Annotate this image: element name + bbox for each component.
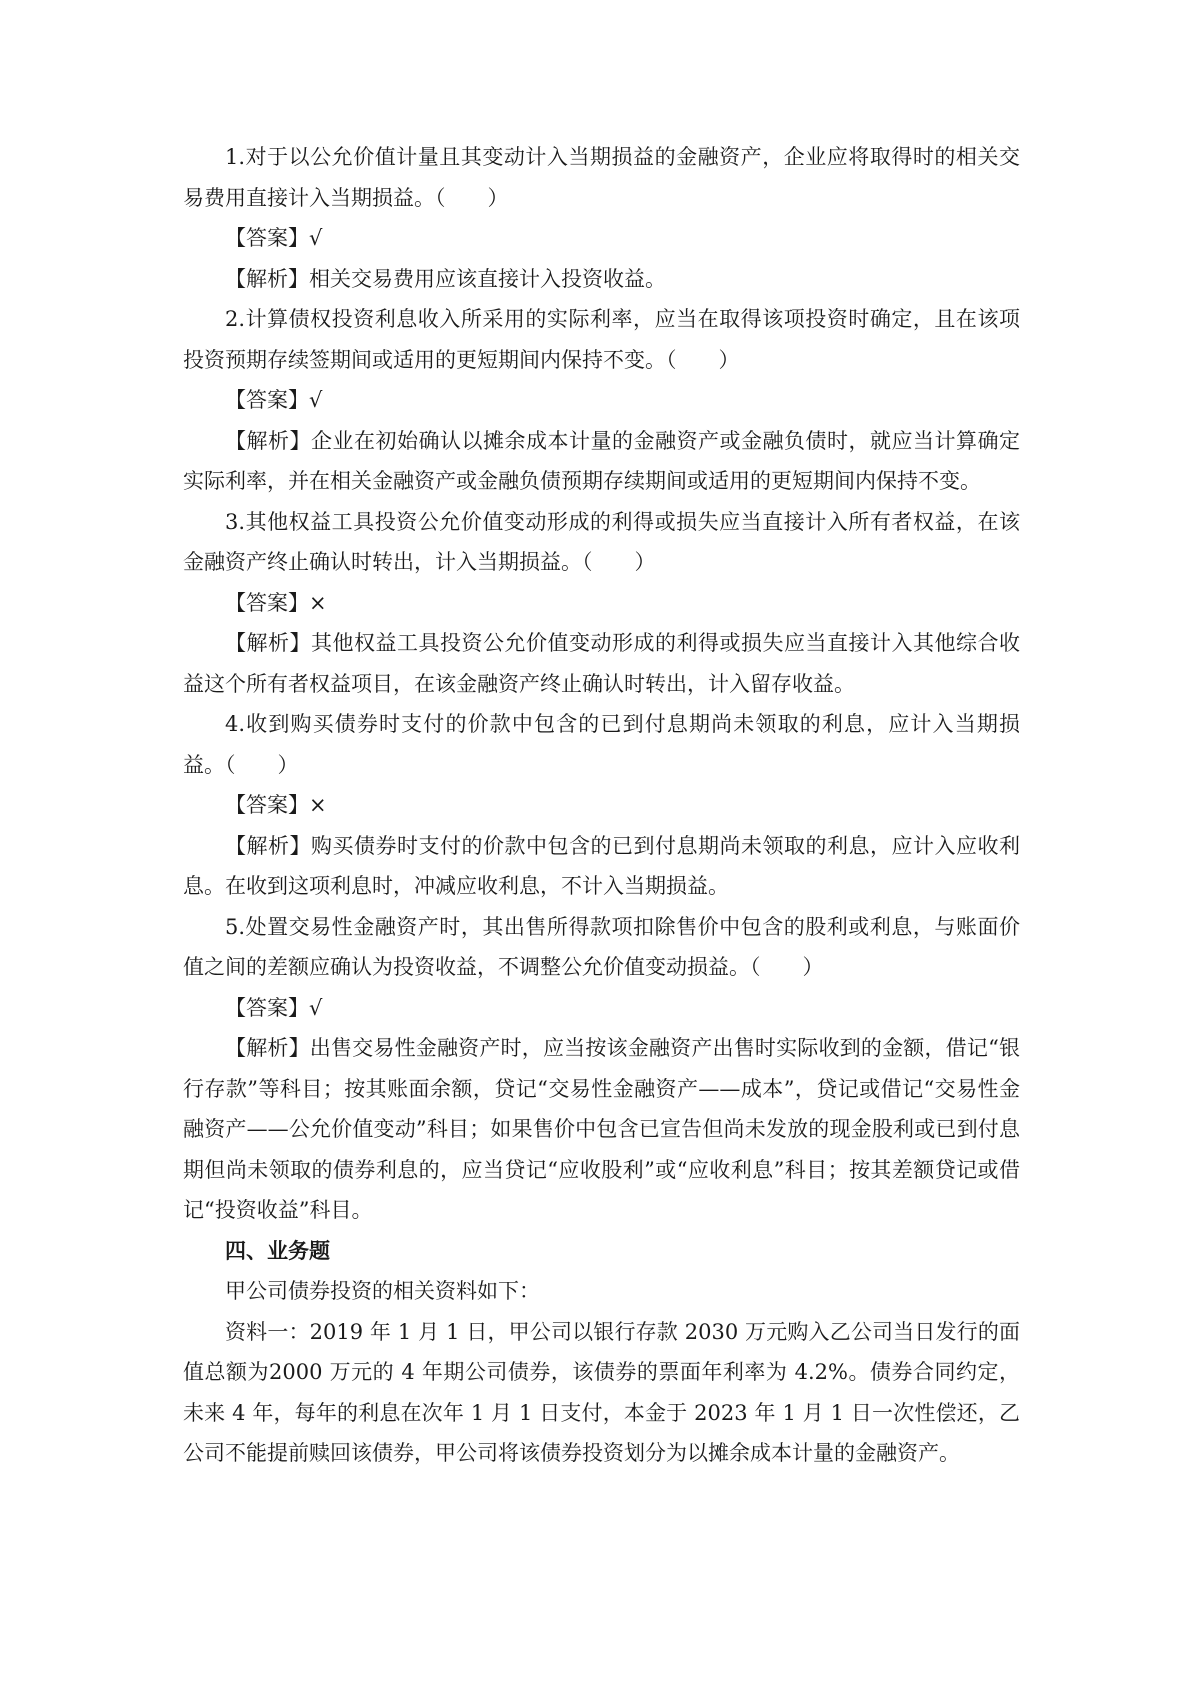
question-4: 4.收到购买债券时支付的价款中包含的已到付息期尚未领取的利息，应计入当期损益。（ ） bbox=[183, 712, 1020, 777]
question-5: 5.处置交易性金融资产时，其出售所得款项扣除售价中包含的股利或利息，与账面价值之间的差额应确认为投资收益，不调整公允价值变动损益。（ ） bbox=[183, 914, 1020, 979]
analysis-2: 【解析】企业在初始确认以摊余成本计量的金融资产或金融负债时，就应当计算确定实际利率，并在相关金融资产或金融负债预期存续期间或适用的更短期间内保持不变。 bbox=[183, 428, 1020, 493]
question-3: 3.其他权益工具投资公允价值变动形成的利得或损失应当直接计入所有者权益，在该金融资产终止确认时转出，计入当期损益。（ ） bbox=[183, 509, 1020, 574]
analysis-4: 【解析】购买债券时支付的价款中包含的已到付息期尚未领取的利息，应计入应收利息。在收到这项利息时，冲减应收利息，不计入当期损益。 bbox=[183, 833, 1020, 898]
answer-1: 【答案】√ bbox=[225, 226, 323, 250]
question-2: 2.计算债权投资利息收入所采用的实际利率，应当在取得该项投资时确定，且在该项投资预期存续签期间或适用的更短期间内保持不变。（ ） bbox=[183, 307, 1020, 372]
material-1: 资料一：2019 年 1 月 1 日，甲公司以银行存款 2030 万元购入乙公司当日发行的面值总额为2000 万元的 4 年期公司债券，该债券的票面年利率为 4.2%。债券合同约定，未来 4 年，每年的利息在次年 1 月 1 日支付，本金于 2023 年 1 月 1 日一次性偿还，乙公司不能提前赎回该债券，甲公司将该债券投资划分为以摊余成本计量的金融资产。 bbox=[183, 1319, 1020, 1465]
answer-4: 【答案】× bbox=[225, 793, 327, 817]
analysis-1: 【解析】相关交易费用应该直接计入投资收益。 bbox=[225, 266, 666, 291]
answer-2: 【答案】√ bbox=[225, 388, 323, 412]
document-body bbox=[183, 137, 1020, 1474]
question-1: 1.对于以公允价值计量且其变动计入当期损益的金融资产，企业应将取得时的相关交易费用直接计入当期损益。（ ） bbox=[183, 145, 1020, 210]
section-intro: 甲公司债券投资的相关资料如下： bbox=[225, 1279, 540, 1303]
section-title: 四、业务题 bbox=[225, 1237, 330, 1263]
analysis-3: 【解析】其他权益工具投资公允价值变动形成的利得或损失应当直接计入其他综合收益这个所有者权益项目，在该金融资产终止确认时转出，计入留存收益。 bbox=[183, 631, 1020, 696]
analysis-5: 【解析】出售交易性金融资产时，应当按该金融资产出售时实际收到的金额，借记“银行存款”等科目；按其账面余额，贷记“交易性金融资产——成本”，贷记或借记“交易性金融资产——公允价值变动”科目；如果售价中包含已宣告但尚未发放的现金股利或已到付息期但尚未领取的债券利息的，应当贷记“应收股利”或“应收利息”科目；按其差额贷记或借记“投资收益”科目。 bbox=[183, 1036, 1020, 1222]
answer-3: 【答案】× bbox=[225, 590, 327, 615]
answer-5: 【答案】√ bbox=[225, 995, 323, 1020]
